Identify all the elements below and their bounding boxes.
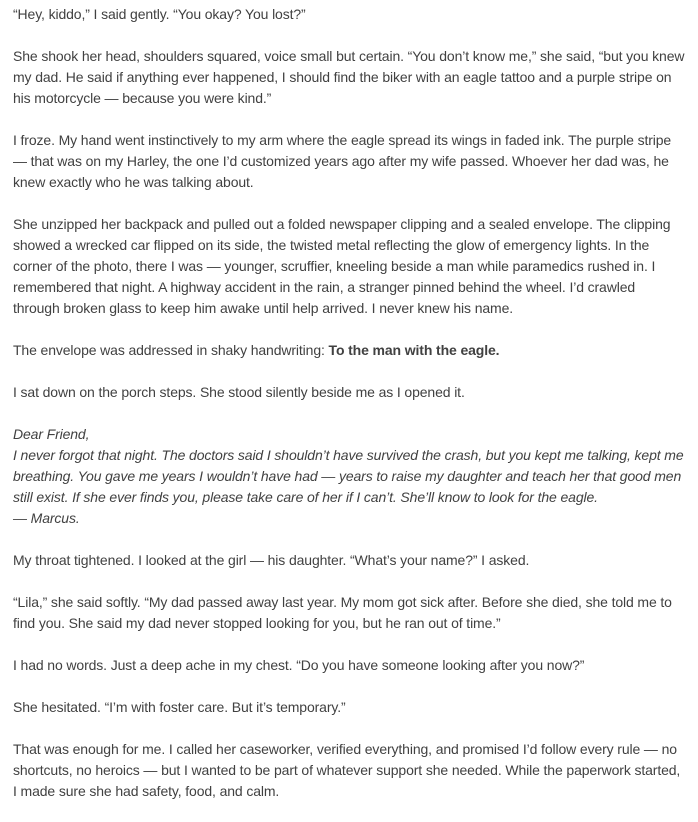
story-paragraph-9: “Lila,” she said softly. “My dad passed away last year. My mom got sick after. Before she died, she told me to find you. She said my dad never stopped looking for you, but he ran out of time.” — [13, 594, 672, 631]
story-paragraph-1: “Hey, kiddo,” I said gently. “You okay? You lost?” — [13, 6, 306, 22]
letter-signature: — Marcus. — [13, 510, 80, 526]
story-paragraph-6: I sat down on the porch steps. She stood silently beside me as I opened it. — [13, 384, 465, 400]
story-paragraph-11: She hesitated. “I’m with foster care. But it’s temporary.” — [13, 699, 346, 715]
envelope-address-bold: To the man with the eagle. — [328, 342, 500, 358]
story-paragraph-2: She shook her head, shoulders squared, voice small but certain. “You don’t know me,” she said, “but you knew my dad. He said if anything ever happened, I should find the biker with an eagle tattoo and a purple stripe on his motorcycle — because you were kind.” — [13, 48, 685, 106]
envelope-address-prefix: The envelope was addressed in shaky handwriting: — [13, 342, 329, 358]
story-paragraph-10: I had no words. Just a deep ache in my chest. “Do you have someone looking after you now?” — [13, 657, 585, 673]
story-paragraph-5 — [13, 340, 685, 361]
letter-salutation: Dear Friend, — [13, 426, 90, 442]
story-paragraph-8: My throat tightened. I looked at the girl — his daughter. “What’s your name?” I asked. — [13, 552, 530, 568]
story-paragraph-3: I froze. My hand went instinctively to my arm where the eagle spread its wings in faded ink. The purple stripe — that was on my Harley, the one I’d customized years ago after my wife passed. Whoever her dad was, he knew exactly who he was talking about. — [13, 132, 672, 190]
story-paragraph-4: She unzipped her backpack and pulled out a folded newspaper clipping and a sealed envelope. The clipping showed a wrecked car flipped on its side, the twisted metal reflecting the glow of emergency lights. In the corner of the photo, there I was — younger, scruffier, kneeling beside a man while paramedics rushed in. I remembered that night. A highway accident in the rain, a stranger pinned behind the wheel. I’d crawled through broken glass to keep him awake until help arrived. I never knew his name. — [13, 216, 671, 316]
letter-body: I never forgot that night. The doctors said I shouldn’t have survived the crash, but you kept me talking, kept me breathing. You gave me years I wouldn’t have had — years to raise my daughter and teach her that good men still exist. If she ever finds you, please take care of her if I can’t. She’ll know to look for the eagle. — [13, 447, 684, 505]
story-paragraph-12: That was enough for me. I called her caseworker, verified everything, and promised I’d follow every rule — no shortcuts, no heroics — but I wanted to be part of whatever support she needed. While the paperwork started, I made sure she had safety, food, and calm. — [13, 741, 681, 799]
letter-block — [13, 424, 685, 529]
